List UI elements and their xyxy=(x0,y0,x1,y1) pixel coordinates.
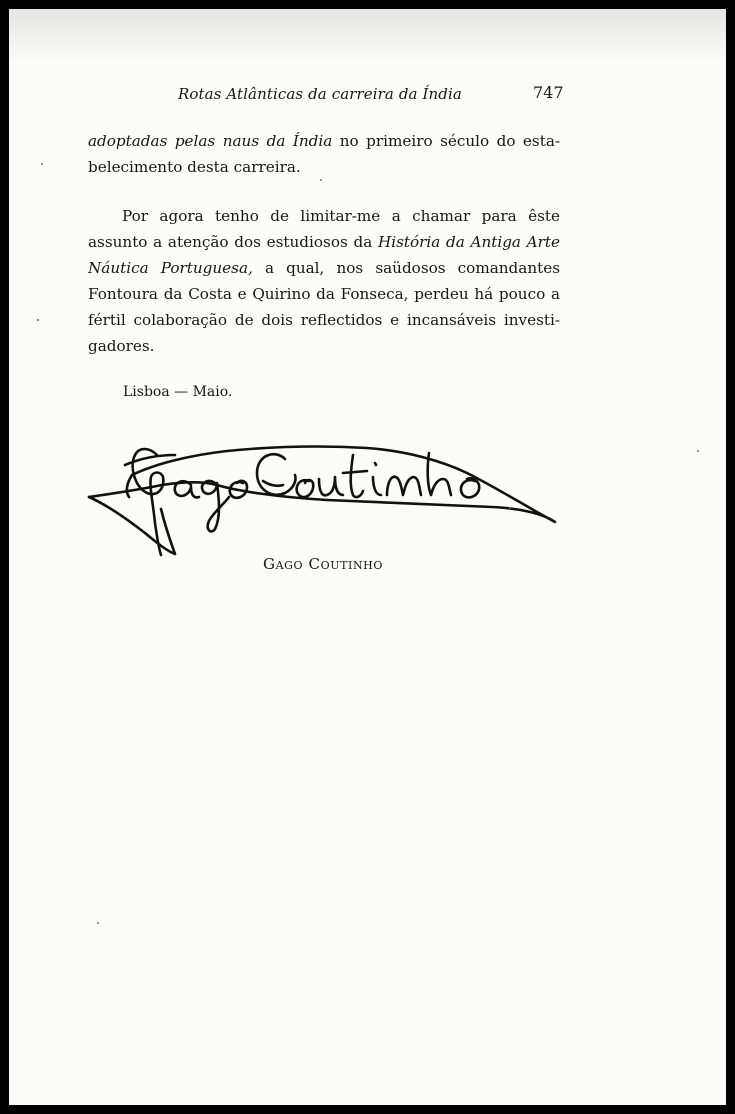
italic-phrase: História da Antiga Arte xyxy=(377,233,560,251)
paragraph-2-line-4 xyxy=(88,284,560,304)
handwritten-signature xyxy=(87,433,557,561)
text-run: Fontoura da Costa e Quirino da Fonseca, perdeu há pouco a xyxy=(88,285,560,303)
scan-speck xyxy=(97,922,99,924)
text-run: Por agora tenho de limitar-me a chamar para êste xyxy=(122,207,560,225)
scan-speck xyxy=(37,319,39,321)
book-page xyxy=(9,9,726,1105)
italic-phrase: adoptadas pelas naus da Índia xyxy=(88,132,333,150)
scan-speck xyxy=(320,179,322,181)
text-run: fértil colaboração de dois reflectidos e incansáveis investi- xyxy=(88,311,560,329)
paragraph-1-line-2 xyxy=(88,157,560,177)
running-title: Rotas Atlânticas da carreira da Índia xyxy=(178,85,462,103)
page-header xyxy=(9,85,726,111)
scan-speck xyxy=(41,163,43,165)
text-run: gadores. xyxy=(88,337,155,355)
paragraph-2-line-1 xyxy=(122,206,560,226)
paragraph-2-line-5 xyxy=(88,310,560,330)
paragraph-2-line-3 xyxy=(88,258,560,278)
text-run: assunto a atenção dos estudiosos da xyxy=(88,233,373,251)
italic-phrase: Náutica Portuguesa, xyxy=(88,259,253,277)
scan-speck xyxy=(697,450,699,452)
text-run: belecimento desta carreira. xyxy=(88,158,301,176)
page-number: 747 xyxy=(533,83,564,102)
text-run: no primeiro século do esta- xyxy=(339,132,560,150)
paragraph-1-line-1 xyxy=(88,131,560,151)
paragraph-2-line-2 xyxy=(88,232,560,252)
scan-speck xyxy=(509,507,511,509)
place-date: Lisboa — Maio. xyxy=(123,384,233,400)
paragraph-2-line-6 xyxy=(88,336,560,356)
text-run: a qual, nos saüdosos comandantes xyxy=(264,259,560,277)
signer-name: Gago Coutinho xyxy=(263,555,383,573)
